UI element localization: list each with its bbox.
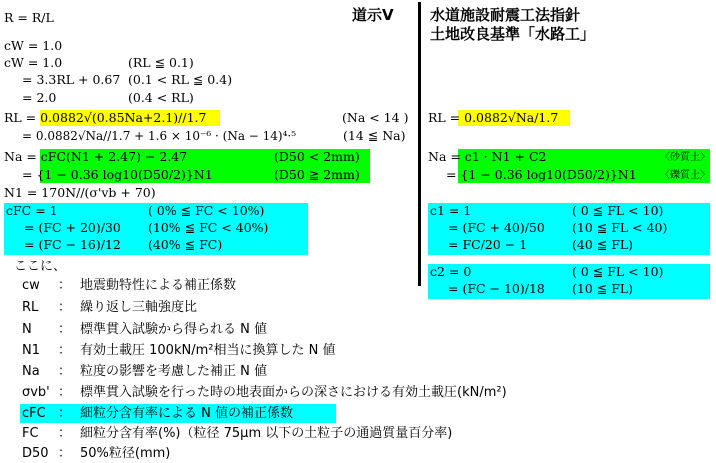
def-colon: ： <box>58 426 72 441</box>
cfc-line-1: cFC = 1 <box>6 203 58 218</box>
na-line-2: = {1 − 0.36 log10(D50/2)}N1 <box>22 167 213 182</box>
def-sym-fc: FC <box>22 426 39 441</box>
def-desc-cfc: 細粒分含有率による N 値の補正係数 <box>80 406 293 421</box>
def-sym-d50: D50 <box>22 446 49 461</box>
c1-line-1: c1 = 1 <box>430 203 472 218</box>
def-colon: ： <box>58 385 72 400</box>
right-na-tag-2: 〈礫質土〉 <box>660 170 710 181</box>
na-cond-1: (D50 < 2mm) <box>274 149 360 164</box>
defs-intro: ここに、 <box>14 259 67 274</box>
def-sym-rl: RL <box>22 300 39 315</box>
cw-line-3: = 3.3RL + 0.67 <box>22 72 121 87</box>
right-rl-line: RL = 0.0882√Na/1.7 <box>428 110 559 125</box>
cw-cond-3: (0.4 < RL) <box>128 90 194 105</box>
cw-line-4: = 2.0 <box>22 90 57 105</box>
def-desc-n1: 有効土載圧 100kN/m²相当に換算した N 値 <box>80 343 336 358</box>
def-desc-d50: 50%粒径(mm) <box>80 446 171 461</box>
column-divider <box>418 2 421 286</box>
def-desc-na: 粒度の影響を考慮した補正 N 値 <box>80 364 267 379</box>
c2-cond-2: (10 ≦ FL) <box>572 281 634 296</box>
n1-line: N1 = 170N//(σ'vb + 70) <box>4 185 156 200</box>
cfc-cond-2: (10% ≦ FC < 40%) <box>148 220 269 235</box>
def-colon: ： <box>58 343 72 358</box>
cw-line-2: cW = 1.0 <box>4 55 63 70</box>
right-na-line-1: Na = c1 · N1 + C2 <box>428 149 547 164</box>
def-desc-sigma: 標準貫入試験を行った時の地表面からの深さにおける有効土載圧(kN/m²) <box>80 385 507 400</box>
c2-cond-1: ( 0 ≦ FL < 10) <box>572 264 664 279</box>
def-sym-n1: N1 <box>22 343 40 358</box>
def-sym-cfc: cFC <box>22 406 46 421</box>
cfc-cond-1: ( 0% ≦ FC < 10%) <box>148 203 265 218</box>
right-title-line1: 水道施設耐震工法指針 <box>430 6 581 24</box>
c2-line-1: c2 = 0 <box>430 264 472 279</box>
c1-line-3: = FC/20 − 1 <box>448 237 528 252</box>
rl-cond-1: (Na < 14 ) <box>342 110 409 125</box>
def-colon: ： <box>58 300 72 315</box>
c2-line-2: = (FC − 10)/18 <box>448 281 545 296</box>
def-sym-n: N <box>22 322 32 337</box>
rl-line-2: = 0.0882√Na//1.7 + 1.6 × 10⁻⁶ · (Na − 14)⁴·⁵ <box>22 129 297 143</box>
rl-line-1: RL = 0.0882√(0.85Na+2.1)//1.7 <box>4 110 207 125</box>
na-line-1: Na = cFC(N1 + 2.47) − 2.47 <box>4 149 188 164</box>
left-title: 道示Ⅴ <box>352 6 394 24</box>
def-desc-cw: 地震動特性による補正係数 <box>80 278 237 293</box>
right-na-line-2: = {1 − 0.36 log10(D50/2)}N1 <box>446 167 637 182</box>
c1-cond-1: ( 0 ≦ FL < 10) <box>572 203 664 218</box>
r-definition: R = R/L <box>4 10 54 25</box>
cw-cond-2: (0.1 < RL ≦ 0.4) <box>128 72 233 87</box>
cfc-line-2: = (FC + 20)/30 <box>24 220 121 235</box>
c1-cond-2: (10 ≦ FL < 40) <box>572 220 668 235</box>
right-title-line2: 土地改良基準「水路工」 <box>430 25 596 43</box>
cw-line-1: cW = 1.0 <box>4 38 63 53</box>
def-colon: ： <box>58 364 72 379</box>
cfc-cond-3: (40% ≦ FC) <box>148 237 223 252</box>
def-sym-sigma: σvb' <box>22 385 50 400</box>
na-cond-2: (D50 ≧ 2mm) <box>274 167 360 182</box>
cfc-line-3: = (FC − 16)/12 <box>24 237 121 252</box>
def-sym-na: Na <box>22 364 40 379</box>
def-colon: ： <box>58 322 72 337</box>
def-colon: ： <box>58 446 72 461</box>
right-na-tag-1: 〈砂質土〉 <box>660 152 710 163</box>
cw-cond-1: (RL ≦ 0.1) <box>128 55 194 70</box>
def-desc-rl: 繰り返し三軸強度比 <box>80 300 198 315</box>
c1-cond-3: (40 ≦ FL) <box>572 237 634 252</box>
def-sym-cw: cw <box>22 278 40 293</box>
rl-cond-2: (14 ≦ Na) <box>343 128 406 143</box>
def-colon: ： <box>58 406 72 421</box>
def-desc-fc: 細粒分含有率(%)（粒径 75μm 以下の土粒子の通過質量百分率) <box>80 426 453 441</box>
def-desc-n: 標準貫入試験から得られる N 値 <box>80 322 267 337</box>
c1-line-2: = (FC + 40)/50 <box>448 220 545 235</box>
def-colon: ： <box>58 278 72 293</box>
